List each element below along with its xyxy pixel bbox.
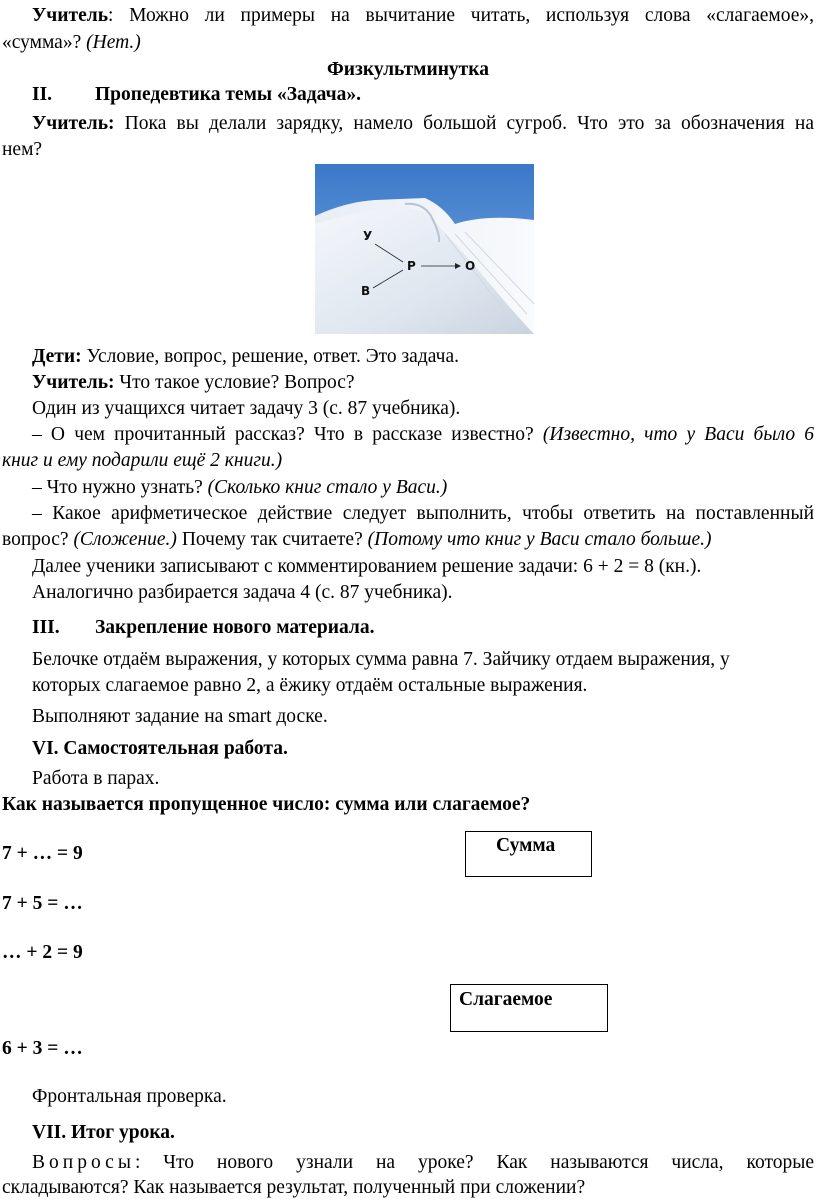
paragraph-text: складываются? Как называется результат, полученный при сложении? <box>2 1177 586 1198</box>
section-title: Закрепление нового материала. <box>95 617 375 638</box>
paragraph-text: Аналогично разбирается задача 4 (с. 87 учебника). <box>32 582 453 603</box>
expected-answer: (Потому что книг у Васи стало больше.) <box>367 529 712 550</box>
children-answer <box>32 344 459 370</box>
label-v: В <box>361 284 371 298</box>
expected-answer: книг и ему подарили ещё 2 книги.) <box>2 450 283 471</box>
paragraph-text: Белочке отдаём выражения, у которых сумма равна 7. Зайчику отдаем выражения, у <box>32 649 730 670</box>
label-o: О <box>465 259 476 273</box>
question-3: – Какое арифметическое действие следует выполнить, чтобы ответить на поставленный <box>32 503 814 524</box>
paragraph-text: Работа в парах. <box>32 768 160 789</box>
section-title: VI. Самостоятельная работа. <box>32 738 288 759</box>
expected-answer: (Сколько книг стало у Васи.) <box>207 477 448 498</box>
paragraph-text: Один из учащихся читает задачу 3 (с. 87 учебника). <box>32 398 461 419</box>
section-number: II. <box>32 84 53 105</box>
paragraph-text: которых слагаемое равно 2, а ёжику отдаём остальные выражения. <box>32 675 588 696</box>
paragraph-text: : Можно ли примеры на вычитание читать, используя слова «слагаемое», <box>108 5 814 26</box>
paragraph-text: нем? <box>2 139 43 160</box>
example-3: … + 2 = 9 <box>2 942 83 963</box>
expected-answer: (Нет.) <box>86 32 141 53</box>
paragraph-text: Выполняют задание на smart доске. <box>32 706 328 727</box>
expected-answer: (Известно, что у Васи было 6 <box>542 424 814 445</box>
example-2: 7 + 5 = … <box>2 893 83 914</box>
final-questions <box>32 1150 814 1176</box>
teacher-question-line <box>32 3 814 29</box>
question-text: Почему так считаете? <box>176 529 368 550</box>
paragraph-text: Что такое условие? Вопрос? <box>114 372 355 393</box>
question-3-cont <box>2 527 712 553</box>
label-u: У <box>363 229 373 243</box>
teacher-question-2 <box>32 370 355 396</box>
question-1 <box>32 422 814 448</box>
paragraph-text: «сумма»? <box>2 32 82 53</box>
example-1: 7 + … = 9 <box>2 843 83 864</box>
paragraph-text: : Что нового узнали на уроке? Как называются числа, которые <box>134 1152 814 1173</box>
question-text: вопрос? <box>2 529 74 550</box>
answer-box-addend[interactable] <box>450 984 608 1032</box>
section-title: Пропедевтика темы «Задача». <box>95 84 361 105</box>
paragraph-text: Фронтальная проверка. <box>32 1086 227 1107</box>
question-text: – О чем прочитанный рассказ? Что в рассказе известно? <box>32 424 543 445</box>
paragraph-text: Далее ученики записывают с комментированием решение задачи: 6 + 2 = 8 (кн.). <box>32 556 702 577</box>
question-2 <box>32 475 447 501</box>
question-text: – Что нужно узнать? <box>32 477 208 498</box>
box-label: Сумма <box>496 835 556 856</box>
example-4: 6 + 3 = … <box>2 1038 83 1059</box>
speaker-label: Учитель: <box>32 113 115 134</box>
answer-box-sum[interactable] <box>465 831 592 877</box>
section-number: III. <box>32 617 60 638</box>
speaker-label: Учитель <box>32 5 109 26</box>
teacher-question-cont <box>2 30 141 56</box>
expected-answer: (Сложение.) <box>73 529 177 550</box>
box-label: Слагаемое <box>459 989 553 1010</box>
task-question: Как называется пропущенное число: сумма или слагаемое? <box>2 794 531 815</box>
speaker-label: Учитель: <box>32 372 115 393</box>
speaker-label: Вопросы <box>32 1152 135 1173</box>
speaker-label: Дети: <box>32 346 82 367</box>
paragraph-text: Условие, вопрос, решение, ответ. Это задача. <box>81 346 459 367</box>
teacher-snow-line <box>32 111 814 137</box>
paragraph-text: Пока вы делали зарядку, намело большой сугроб. Что это за обозначения на <box>114 113 814 134</box>
label-r: Р <box>407 259 416 273</box>
snow-drift-photo <box>315 164 534 334</box>
heading-fizkultminutka: Физкультминутка <box>327 59 489 80</box>
section-title: VII. Итог урока. <box>32 1122 175 1143</box>
